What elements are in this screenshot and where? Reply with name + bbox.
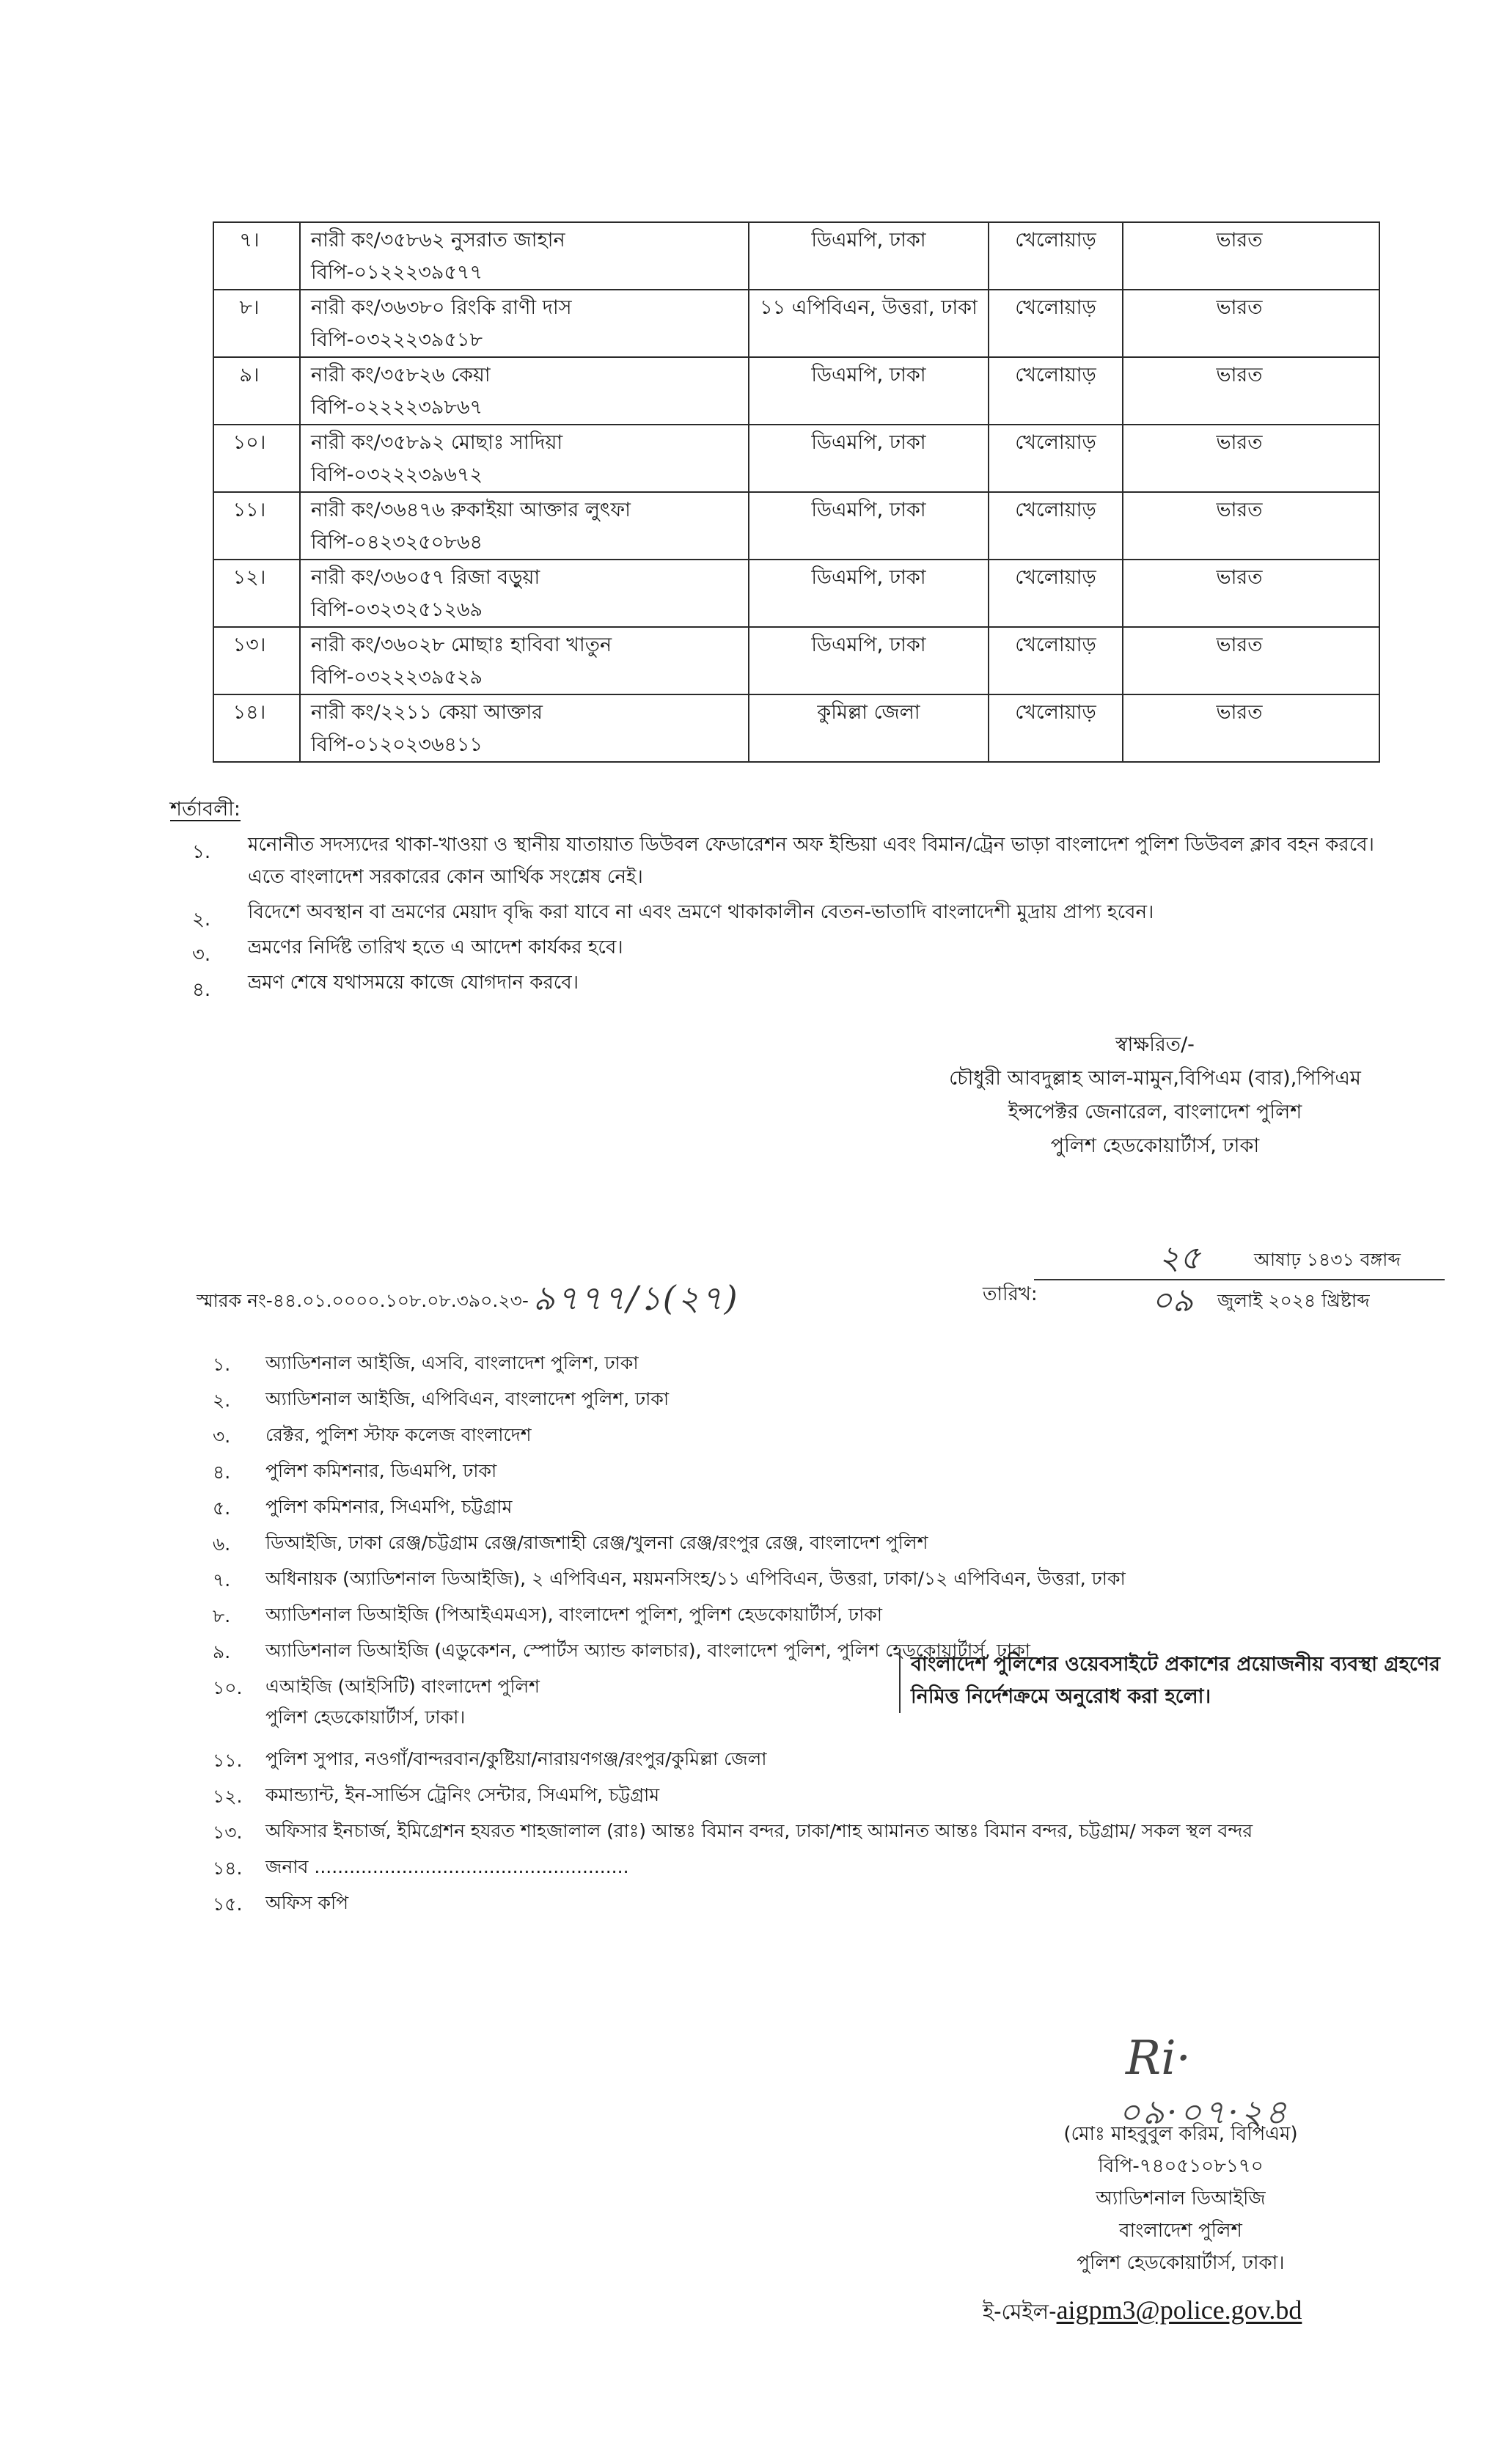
serial-number: ১০।: [232, 431, 266, 454]
serial-number: ১৩।: [232, 634, 266, 656]
table-row: [213, 492, 1379, 560]
unit-cell: [749, 492, 989, 560]
member-role: খেলোয়াড়: [1015, 701, 1096, 724]
english-date-month-year: জুলাই ২০২৪ খ্রিষ্টাব্দ: [1217, 1290, 1370, 1311]
unit-cell: [749, 425, 989, 492]
unit-cell: [749, 357, 989, 425]
member-role: খেলোয়াড়: [1015, 431, 1096, 454]
condition-number: ১.: [192, 841, 211, 863]
member-name: নারী কং/৩৬৩৮০ রিংকি রাণী দাস: [311, 296, 572, 319]
unit-cell: [749, 222, 989, 290]
member-role: খেলোয়াড়: [1015, 229, 1096, 252]
website-publish-note: বাংলাদেশ পুলিশের ওয়েবসাইটে প্রকাশের প্রয়োজনীয় ব্যবস্থা গ্রহণের নিমিত্ত নির্দেশক্রমে অনুরোধ করা হলো।: [899, 1649, 1468, 1713]
distribution-number: ১২.: [213, 1786, 243, 1807]
destination-country: ভারত: [1216, 634, 1263, 656]
serial-cell: [213, 627, 300, 694]
name-cell: [300, 694, 749, 762]
signatory2-designation: অ্যাডিশনাল ডিআইজি: [1096, 2188, 1266, 2210]
destination-country: ভারত: [1216, 431, 1263, 454]
name-cell: [300, 290, 749, 357]
distribution-number: ১১.: [213, 1750, 243, 1771]
distribution-number: ১.: [213, 1354, 231, 1375]
destination-country: ভারত: [1216, 229, 1263, 252]
distribution-item: [213, 1599, 1459, 1630]
distribution-text: পুলিশ কমিশনার, ডিএমপি, ঢাকা: [265, 1460, 497, 1481]
distribution-text: কমান্ড্যান্ট, ইন-সার্ভিস ট্রেনিং সেন্টার, সিএমপি, চট্টগ্রাম: [265, 1784, 660, 1805]
role-cell: [989, 222, 1123, 290]
distribution-number: ৪.: [213, 1462, 231, 1483]
member-bp-number: বিপি-০৩২৩২৫১২৬৯: [311, 598, 483, 621]
country-cell: [1123, 694, 1379, 762]
serial-cell: [213, 425, 300, 492]
bangla-date-month-year: আষাঢ় ১৪৩১ বঙ্গাব্দ: [1254, 1249, 1401, 1270]
serial-number: ৯।: [239, 364, 260, 386]
contact-email: [983, 2295, 1302, 2326]
bangla-date-day: ২৫: [1159, 1239, 1201, 1277]
role-cell: [989, 694, 1123, 762]
conditions-list: [192, 829, 1409, 1002]
country-cell: [1123, 560, 1379, 627]
member-name: নারী কং/৩৫৮২৬ কেয়া: [311, 364, 491, 386]
distribution-text: অফিস কপি: [265, 1892, 349, 1913]
distribution-number: ১৪.: [213, 1858, 243, 1879]
condition-number: ২.: [192, 909, 211, 931]
member-name: নারী কং/৩৬০৫৭ রিজা বড়ুয়া: [311, 566, 540, 589]
member-unit: কুমিল্লা জেলা: [817, 701, 920, 724]
member-unit: ডিএমপি, ঢাকা: [811, 566, 926, 589]
memo-label: স্মারক নং-৪৪.০১.০০০০.১০৮.০৮.৩৯০.২৩-: [197, 1290, 529, 1311]
distribution-number: ১০.: [213, 1677, 243, 1698]
name-cell: [300, 492, 749, 560]
table-row: [213, 222, 1379, 290]
distribution-item: [213, 1744, 1459, 1775]
signature-block-igp: [851, 1028, 1459, 1163]
serial-number: ৮।: [239, 296, 260, 319]
email-link[interactable]: aigpm3@police.gov.bd: [1056, 2295, 1302, 2325]
handwritten-initial: Ri·: [1126, 2031, 1191, 2086]
unit-cell: [749, 627, 989, 694]
distribution-list: [213, 1348, 1459, 1924]
distribution-text: অ্যাডিশনাল আইজি, এপিবিএন, বাংলাদেশ পুলিশ, ঢাকা: [265, 1388, 670, 1409]
distribution-item: [213, 1384, 1459, 1415]
distribution-number: ৫.: [213, 1497, 231, 1519]
distribution-text: অধিনায়ক (অ্যাডিশনাল ডিআইজি), ২ এপিবিএন, ময়মনসিংহ/১১ এপিবিএন, উত্তরা, ঢাকা/১২ এপিবিএন, উত্তরা, ঢাকা: [265, 1568, 1126, 1589]
distribution-item: [213, 1816, 1409, 1847]
member-role: খেলোয়াড়: [1015, 296, 1096, 319]
table-row: [213, 694, 1379, 762]
nominee-table-body: [213, 222, 1379, 762]
distribution-number: ৯.: [213, 1641, 231, 1662]
condition-text: মনোনীত সদস্যদের থাকা-খাওয়া ও স্থানীয় যাতায়াত ডিউবল ফেডারেশন অফ ইন্ডিয়া এবং বিমান/ট্রেন ভাড়া বাংলাদেশ পুলিশ ডিউবল ক্লাব বহন করবে। এতে বাংলাদেশ সরকারের কোন আর্থিক সংশ্লেষ নেই।: [248, 834, 1374, 888]
distribution-item: [213, 1348, 1459, 1379]
serial-number: ১১।: [232, 499, 266, 521]
distribution-number: ১৫.: [213, 1893, 243, 1915]
table-row: [213, 560, 1379, 627]
bangla-date: [1034, 1238, 1445, 1276]
member-name: নারী কং/৩৬৪৭৬ রুকাইয়া আক্তার লুৎফা: [311, 499, 631, 521]
condition-text: বিদেশে অবস্থান বা ভ্রমণের মেয়াদ বৃদ্ধি করা যাবে না এবং ভ্রমণে থাকাকালীন বেতন-ভাতাদি বাংলাদেশী মুদ্রায় প্রাপ্য হবেন।: [248, 901, 1154, 923]
role-cell: [989, 492, 1123, 560]
destination-country: ভারত: [1216, 364, 1263, 386]
member-name: নারী কং/৩৫৮৬২ নুসরাত জাহান: [311, 229, 565, 252]
member-bp-number: বিপি-০১২০২৩৬৪১১: [311, 733, 483, 756]
serial-cell: [213, 290, 300, 357]
member-name: নারী কং/২২১১ কেয়া আক্তার: [311, 701, 543, 724]
distribution-text: জনাব ......................................................: [265, 1856, 629, 1877]
distribution-text: এআইজি (আইসিটি) বাংলাদেশ পুলিশ: [265, 1676, 540, 1697]
signatory-designation: ইন্সপেক্টর জেনারেল, বাংলাদেশ পুলিশ: [1008, 1101, 1302, 1123]
distribution-text: পুলিশ সুপার, নওগাঁ/বান্দরবান/কুষ্টিয়া/নারায়ণগঞ্জ/রংপুর/কুমিল্লা জেলা: [265, 1748, 767, 1770]
serial-cell: [213, 560, 300, 627]
unit-cell: [749, 694, 989, 762]
member-bp-number: বিপি-০১২২২৩৯৫৭৭: [311, 261, 483, 284]
memo-handwritten-number: ৯৭৭৭/১(২৭): [532, 1278, 739, 1318]
distribution-item: [213, 1456, 1459, 1486]
signed-mark: স্বাক্ষরিত/-: [1115, 1033, 1195, 1056]
name-cell: [300, 627, 749, 694]
member-name: নারী কং/৩৫৮৯২ মোছাঃ সাদিয়া: [311, 431, 563, 454]
table-row: [213, 627, 1379, 694]
member-unit: ১১ এপিবিএন, উত্তরা, ঢাকা: [760, 296, 978, 319]
member-bp-number: বিপি-০২২২২৩৯৮৬৭: [311, 396, 483, 419]
distribution-text: অ্যাডিশনাল ডিআইজি (পিআইএমএস), বাংলাদেশ পুলিশ, পুলিশ হেডকোয়ার্টার্স, ঢাকা: [265, 1604, 883, 1625]
condition-text: ভ্রমণের নির্দিষ্ট তারিখ হতে এ আদেশ কার্যকর হবে।: [248, 936, 623, 958]
unit-cell: [749, 290, 989, 357]
conditions-title: শর্তাবলী:: [170, 798, 241, 821]
serial-cell: [213, 222, 300, 290]
member-unit: ডিএমপি, ঢাকা: [811, 499, 926, 521]
role-cell: [989, 627, 1123, 694]
condition-number: ৪.: [192, 979, 211, 1001]
role-cell: [989, 290, 1123, 357]
serial-number: ১৪।: [232, 701, 266, 724]
role-cell: [989, 425, 1123, 492]
signatory2-org: বাংলাদেশ পুলিশ: [1119, 2220, 1242, 2242]
distribution-item: [213, 1528, 1459, 1558]
serial-cell: [213, 357, 300, 425]
member-unit: ডিএমপি, ঢাকা: [811, 431, 926, 454]
destination-country: ভারত: [1216, 499, 1263, 521]
serial-cell: [213, 492, 300, 560]
distribution-text: পুলিশ কমিশনার, সিএমপি, চট্টগ্রাম: [265, 1496, 513, 1517]
condition-item: [192, 829, 1409, 893]
country-cell: [1123, 222, 1379, 290]
country-cell: [1123, 425, 1379, 492]
distribution-item: [213, 1420, 1459, 1451]
serial-number: ৭।: [239, 229, 260, 252]
member-role: খেলোয়াড়: [1015, 499, 1096, 521]
distribution-text: ডিআইজি, ঢাকা রেঞ্জ/চট্টগ্রাম রেঞ্জ/রাজশাহী রেঞ্জ/খুলনা রেঞ্জ/রংপুর রেঞ্জ, বাংলাদেশ পুলিশ: [265, 1532, 928, 1553]
signatory2-office: পুলিশ হেডকোয়ার্টার্স, ঢাকা।: [1077, 2252, 1285, 2274]
distribution-item: [213, 1492, 1459, 1522]
distribution-number: ৮.: [213, 1605, 231, 1627]
member-bp-number: বিপি-০৩২২২৩৯৫২৯: [311, 666, 483, 689]
name-cell: [300, 222, 749, 290]
table-row: [213, 290, 1379, 357]
distribution-text: রেক্টর, পুলিশ স্টাফ কলেজ বাংলাদেশ: [265, 1424, 532, 1445]
country-cell: [1123, 290, 1379, 357]
distribution-item: [213, 1563, 1459, 1594]
name-cell: [300, 560, 749, 627]
distribution-item: [213, 1780, 1459, 1811]
distribution-number: ৩.: [213, 1426, 231, 1447]
condition-text: ভ্রমণ শেষে যথাসময়ে কাজে যোগদান করবে।: [248, 972, 579, 994]
signatory2-name: (মোঃ মাহবুবুল করিম, বিপিএম): [1063, 2123, 1298, 2145]
member-unit: ডিএমপি, ঢাকা: [811, 364, 926, 386]
signatory-name: চৌধুরী আবদুল্লাহ আল-মামুন,বিপিএম (বার),পিপিএম: [949, 1067, 1361, 1090]
date-block: [1034, 1238, 1445, 1319]
member-role: খেলোয়াড়: [1015, 566, 1096, 589]
member-bp-number: বিপি-০৪২৩২৫০৮৬৪: [311, 531, 483, 554]
condition-item: [192, 896, 1409, 931]
member-bp-number: বিপি-০৩২২২৩৯৫১৮: [311, 329, 483, 351]
distribution-number: ২.: [213, 1390, 231, 1411]
destination-country: ভারত: [1216, 566, 1263, 589]
date-label: তারিখ:: [983, 1283, 1038, 1305]
name-cell: [300, 357, 749, 425]
distribution-text: অফিসার ইনচার্জ, ইমিগ্রেশন হযরত শাহজালাল (রাঃ) আন্তঃ বিমান বন্দর, ঢাকা/শাহ আমানত আন্তঃ বিমান বন্দর, চট্টগ্রাম/ সকল স্থল বন্দর: [265, 1820, 1253, 1841]
destination-country: ভারত: [1216, 701, 1263, 724]
name-cell: [300, 425, 749, 492]
handwritten-sign-date: ০৯·০৭·২৪: [1118, 2092, 1289, 2132]
condition-number: ৩.: [192, 944, 211, 966]
table-row: [213, 425, 1379, 492]
member-unit: ডিএমপি, ঢাকা: [811, 634, 926, 656]
distribution-text-line2: পুলিশ হেডকোয়ার্টার্স, ঢাকা।: [265, 1706, 466, 1728]
english-date-day: ০৯: [1151, 1282, 1194, 1319]
table-row: [213, 357, 1379, 425]
serial-cell: [213, 694, 300, 762]
distribution-number: ৬.: [213, 1533, 231, 1555]
signatory-office: পুলিশ হেডকোয়ার্টার্স, ঢাকা: [1050, 1134, 1260, 1157]
distribution-text: অ্যাডিশনাল আইজি, এসবি, বাংলাদেশ পুলিশ, ঢাকা: [265, 1352, 639, 1374]
email-label: ই-মেইল-: [983, 2299, 1057, 2324]
distribution-item: [213, 1888, 1459, 1918]
country-cell: [1123, 357, 1379, 425]
role-cell: [989, 357, 1123, 425]
distribution-number: ৭.: [213, 1569, 231, 1591]
destination-country: ভারত: [1216, 296, 1263, 319]
member-unit: ডিএমপি, ঢাকা: [811, 229, 926, 252]
serial-number: ১২।: [232, 566, 266, 589]
distribution-number: ১৩.: [213, 1822, 243, 1843]
member-name: নারী কং/৩৬০২৮ মোছাঃ হাবিবা খাতুন: [311, 634, 612, 656]
signatory2-bp: বিপি-৭৪০৫১০৮১৭০: [1098, 2155, 1264, 2177]
distribution-text: অ্যাডিশনাল ডিআইজি (এডুকেশন, স্পোর্টস অ্যান্ড কালচার), বাংলাদেশ পুলিশ, পুলিশ হেডকোয়ার্টার্স, ঢাকা: [265, 1640, 1030, 1661]
distribution-item: [213, 1852, 1459, 1882]
signature-block-addl-dig: [975, 2118, 1386, 2279]
role-cell: [989, 560, 1123, 627]
memo-number: [197, 1278, 739, 1318]
member-bp-number: বিপি-০৩২২২৩৯৬৭২: [311, 463, 483, 486]
unit-cell: [749, 560, 989, 627]
condition-item: [192, 967, 1409, 999]
nominee-table: [213, 221, 1380, 763]
condition-item: [192, 931, 1409, 964]
country-cell: [1123, 627, 1379, 694]
country-cell: [1123, 492, 1379, 560]
member-role: খেলোয়াড়: [1015, 364, 1096, 386]
member-role: খেলোয়াড়: [1015, 634, 1096, 656]
english-date: [1034, 1276, 1445, 1319]
